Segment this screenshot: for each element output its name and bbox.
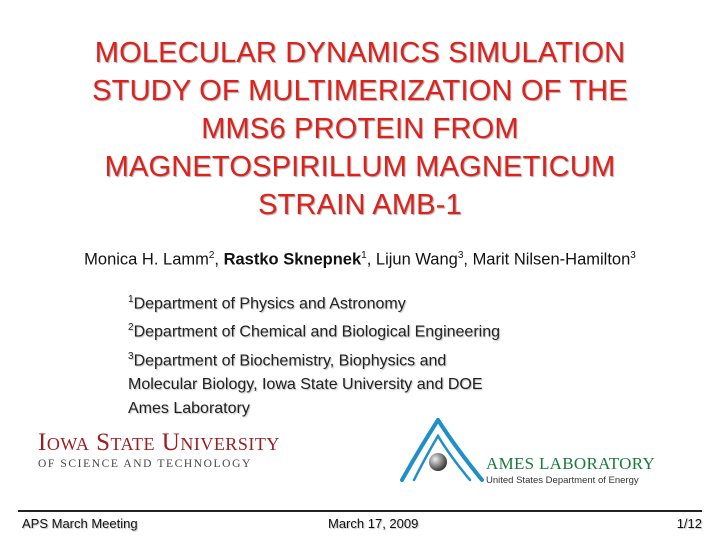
affiliation-mark: 1 (128, 294, 134, 305)
footer-date: March 17, 2009 (328, 516, 419, 531)
affiliation-line (128, 316, 648, 344)
author-separator: , (214, 250, 224, 269)
title-line: MAGNETOSPIRILLUM MAGNETICUM (104, 151, 616, 183)
author-name: Lijun Wang (375, 250, 458, 269)
affiliation-mark: 3 (128, 350, 134, 362)
title-line: MOLECULAR DYNAMICS SIMULATION (94, 37, 626, 69)
ames-logo-name: AMES LABORATORY (486, 454, 656, 473)
author-name: Marit Nilsen-Hamilton (472, 250, 631, 269)
title-line: STUDY OF MULTIMERIZATION OF THE (92, 75, 628, 107)
slide-title (20, 34, 700, 224)
author-list (0, 250, 720, 270)
title-line: MMS6 PROTEIN FROM (201, 113, 519, 145)
author-affil-mark: 1 (361, 250, 367, 261)
isu-logo (38, 430, 280, 470)
affiliation-line (128, 288, 648, 316)
author-name-presenter: Rastko Sknepnek (223, 250, 362, 269)
footer-event: APS March Meeting (22, 516, 138, 531)
ames-logo (486, 454, 655, 486)
affiliation-mark: 2 (128, 322, 134, 334)
affiliation-text: Ames Laboratory (128, 399, 250, 417)
affiliation-text: Molecular Biology, Iowa State University and DOE (128, 375, 483, 393)
author-name: Monica H. Lamm (84, 250, 209, 269)
isu-logo-name: Iowa State University (38, 429, 280, 456)
affiliation-text: Department of Chemical and Biological Engineering (133, 323, 500, 341)
footer-page-number: 1/12 (676, 516, 702, 531)
affiliation-text: Department of Physics and Astronomy (133, 295, 406, 313)
author-separator: , (366, 250, 376, 269)
ames-arch-icon (400, 418, 490, 484)
author-affil-mark: 2 (208, 250, 215, 261)
author-separator: , (463, 250, 473, 269)
affiliation-line (128, 345, 648, 373)
affiliation-line (128, 373, 648, 397)
footer-divider (18, 510, 702, 512)
author-affil-mark: 3 (630, 250, 636, 261)
title-line: STRAIN AMB-1 (258, 189, 462, 221)
affiliation-list (128, 288, 648, 421)
affiliation-line (128, 397, 648, 421)
ames-logo-subtitle: United States Department of Energy (486, 475, 639, 486)
affiliation-text: Department of Biochemistry, Biophysics and (133, 351, 447, 369)
isu-logo-subtitle: OF SCIENCE AND TECHNOLOGY (38, 458, 252, 470)
author-affil-mark: 3 (457, 250, 464, 261)
